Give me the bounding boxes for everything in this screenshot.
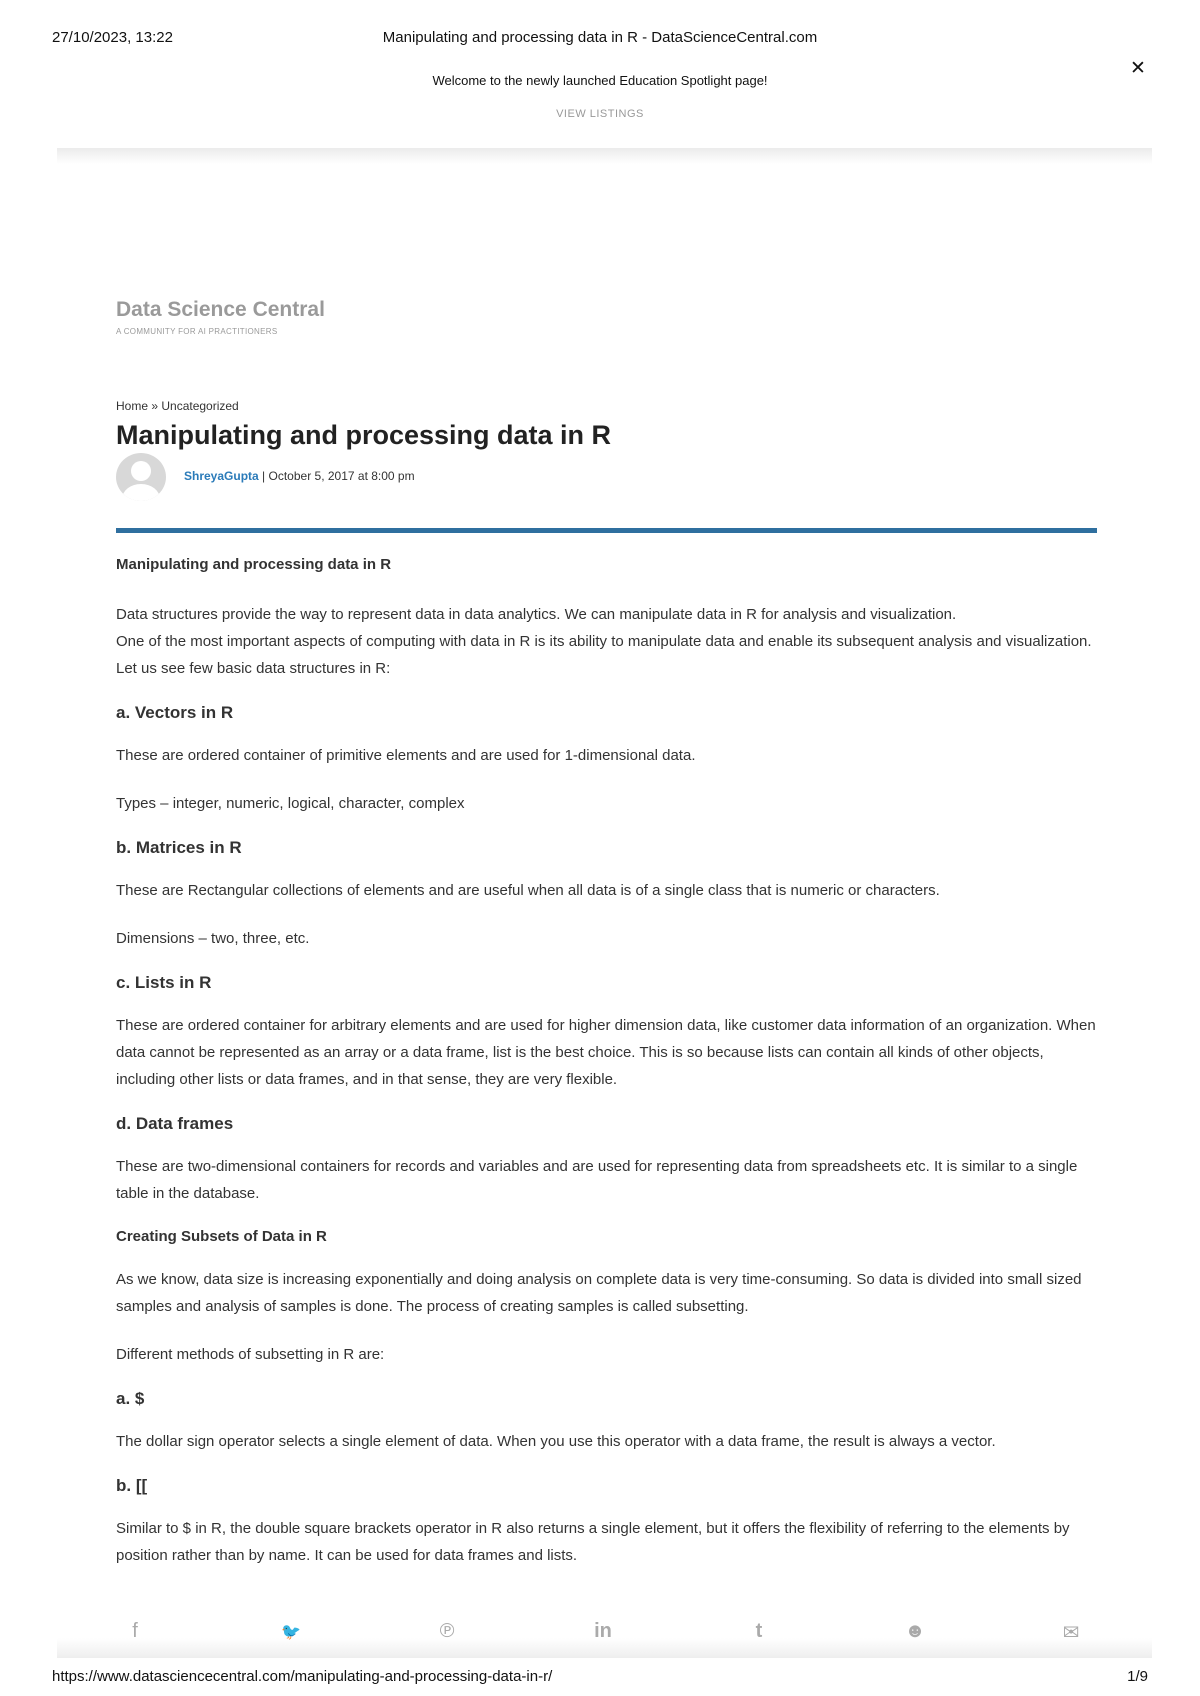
heading-matrices: b. Matrices in R [116,838,242,857]
avatar [116,453,166,501]
pinterest-icon[interactable]: ℗ [439,1620,455,1642]
article-body [116,556,1096,1590]
heading-lists: c. Lists in R [116,973,212,992]
byline-meta [184,469,415,483]
email-icon[interactable]: ✉ [1062,1622,1080,1644]
print-doc-title: Manipulating and processing data in R - DataScienceCentral.com [382,29,818,46]
print-footer [52,1668,1148,1686]
facebook-icon[interactable]: f [132,1620,138,1642]
view-listings-link[interactable]: VIEW LISTINGS [556,108,644,120]
linkedin-icon[interactable]: in [594,1620,612,1642]
spotlight-banner: Welcome to the newly launched Education Spotlight page! [432,73,768,88]
print-date: 27/10/2023, 13:22 [52,29,173,46]
tumblr-icon[interactable]: t [755,1620,763,1642]
intro-heading: Manipulating and processing data in R [116,556,392,573]
paragraph-dimensions: Dimensions – two, three, etc. [116,930,310,947]
print-url: https://www.datasciencecentral.com/manipulating-and-processing-data-in-r/ [52,1668,553,1685]
page-title: Manipulating and processing data in R [116,420,612,450]
site-name: Data Science Central [116,298,325,321]
author-link[interactable]: ShreyaGupta [184,469,259,483]
paragraph-methods: Different methods of subsetting in R are: [116,1346,385,1363]
paragraph-data-structures: Data structures provide the way to represent data in data analytics. We can manipulate data in R for analysis and visualization. [116,606,957,623]
paragraph-computing: One of the most important aspects of computing with data in R is its ability to manipulate data and enable its subsequent analysis and visualization. Let us see few basic data structures in R: [116,633,1092,677]
twitter-icon[interactable]: 🐦 [281,1624,301,1641]
byline-separator: | [258,469,269,483]
reddit-icon[interactable]: ☻ [904,1620,926,1642]
paragraph-data-frames: These are two-dimensional containers for records and variables and are used for representing data from spreadsheets etc. It is similar to a single table in the database. [116,1158,1078,1202]
avatar-shoulders-shape [122,484,160,501]
heading-dollar: a. $ [116,1389,145,1408]
paragraph-types: Types – integer, numeric, logical, character, complex [116,795,465,812]
paragraph-double-brackets: Similar to $ in R, the double square brackets operator in R also returns a single element, but it offers the flexibility of referring to the elements by position rather than by name. It can be used for data frames and lists. [116,1520,1070,1564]
paragraph-matrices: These are Rectangular collections of elements and are useful when all data is of a single class that is numeric or characters. [116,882,940,899]
paragraph-subsets: As we know, data size is increasing exponentially and doing analysis on complete data is very time-consuming. So data is divided into small sized samples and analysis of samples is done. The process of creating samples is called subsetting. [116,1271,1082,1315]
avatar-head-shape [131,461,151,481]
paragraph-lists: These are ordered container for arbitrary elements and are used for higher dimension data, like customer data information of an organization. When data cannot be represented as an array or a data frame, list is the best choice. This is so because lists can contain all kinds of other objects, including other lists or data frames, and in that sense, they are very flexible. [116,1017,1096,1088]
site-logo[interactable] [116,298,325,336]
print-page-number: 1/9 [1127,1668,1148,1685]
share-bar [57,1608,1152,1658]
heading-data-frames: d. Data frames [116,1114,234,1133]
header-shadow-divider [57,148,1152,164]
heading-vectors: a. Vectors in R [116,703,234,722]
print-header [52,29,1148,47]
heading-subsets: Creating Subsets of Data in R [116,1228,327,1245]
title-divider [116,528,1097,533]
site-tagline: A COMMUNITY FOR AI PRACTITIONERS [116,327,278,336]
breadcrumb[interactable]: Home » Uncategorized [116,399,239,413]
publish-date: October 5, 2017 at 8:00 pm [268,469,415,483]
paragraph-vectors: These are ordered container of primitive elements and are used for 1-dimensional data. [116,747,696,764]
close-icon[interactable]: ✕ [1130,58,1146,79]
heading-double-brackets: b. [[ [116,1476,148,1495]
paragraph-dollar: The dollar sign operator selects a single element of data. When you use this operator with a data frame, the result is always a vector. [116,1433,996,1450]
